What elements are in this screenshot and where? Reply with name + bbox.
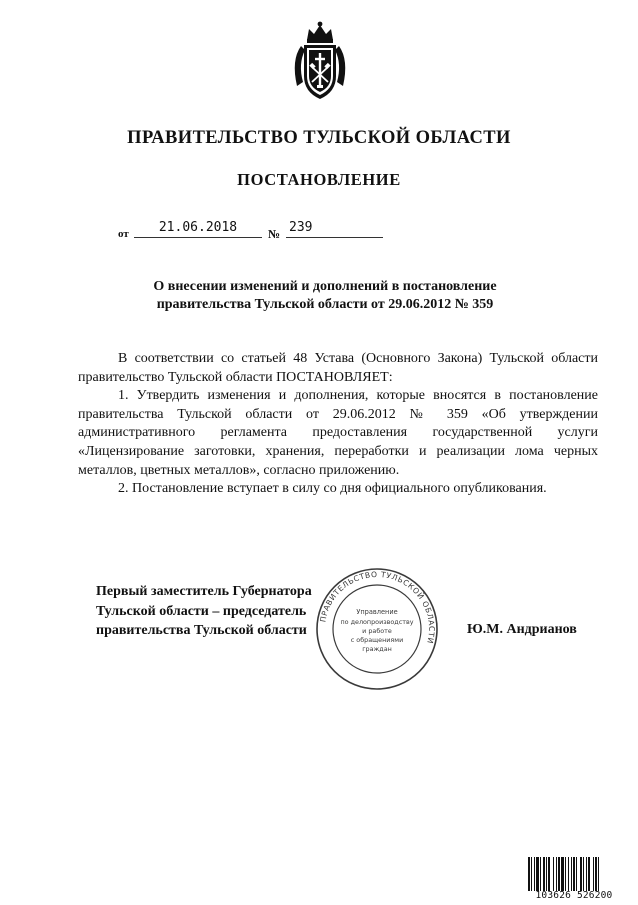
decree-subject — [100, 278, 550, 314]
government-title: ПРАВИТЕЛЬСТВО ТУЛЬСКОЙ ОБЛАСТИ — [127, 128, 511, 148]
decree-meta — [118, 218, 418, 242]
stamp-text: Управление — [356, 608, 398, 616]
stamp-text: по делопроизводству — [340, 618, 414, 626]
barcode-icon — [528, 857, 620, 891]
decree-date: 21.06.2018 — [134, 218, 262, 238]
date-label: от — [118, 228, 129, 240]
document-type: ПОСТАНОВЛЕНИЕ — [237, 170, 401, 189]
barcode-number: 103626 526200 — [535, 890, 613, 901]
subject-line: О внесении изменений и дополнений в постановление — [153, 279, 497, 294]
signatory-position — [96, 582, 312, 641]
body-paragraph: В соответствии со статьей 48 Устава (Основного Закона) Тульской области правительство Тульской области ПОСТАНОВЛЯЕТ: — [78, 351, 598, 385]
signatory-name: Ю.М. Андрианов — [467, 622, 577, 637]
tula-coat-of-arms-icon — [283, 20, 357, 102]
signatory-line: Тульской области – председатель — [96, 603, 307, 619]
body-paragraph: 1. Утвердить изменения и дополнения, которые вносятся в постановление правительства Тульской области от 29.06.2012 № 359 «Об утверждении административного регламента предоставления государственной услуги «Лицензирование заготовки, хранения, переработки и реализации лома черных металлов, цветных металлов», согласно приложению. — [78, 388, 598, 478]
stamp-text: и работе — [362, 627, 392, 635]
stamp-ring-text: ПРАВИТЕЛЬСТВО ТУЛЬСКОЙ ОБЛАСТИ — [318, 569, 437, 645]
decree-body — [78, 350, 598, 499]
number-label: № — [268, 227, 281, 241]
signatory-line: правительства Тульской области — [96, 623, 307, 638]
decree-number: 239 — [286, 218, 383, 238]
official-stamp — [314, 566, 440, 692]
body-paragraph: 2. Постановление вступает в силу со дня официального опубликования. — [118, 481, 547, 497]
subject-line: правительства Тульской области от 29.06.2012 № 359 — [156, 297, 494, 312]
stamp-text: с обращениями — [350, 636, 404, 644]
stamp-text: граждан — [362, 645, 392, 653]
signatory-line: Первый заместитель Губернатора — [96, 584, 312, 599]
